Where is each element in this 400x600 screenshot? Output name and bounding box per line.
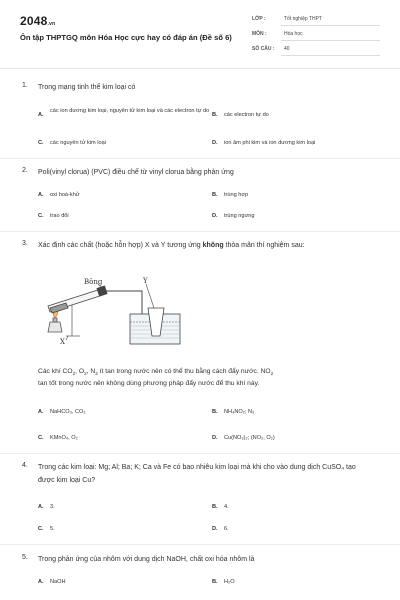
question-number: 1. xyxy=(22,82,28,89)
note-part: tan tốt trong nước nên không dùng phương pháp đẩy nước để thu khí này. xyxy=(38,380,260,387)
option-letter: B. xyxy=(212,504,218,510)
option-text: NaOH xyxy=(50,579,66,585)
option-letter: B. xyxy=(212,112,218,118)
question-stem: Trong mạng tinh thể kim loại có xyxy=(38,84,136,91)
stem-keyword: không xyxy=(202,242,224,249)
option-letter: D. xyxy=(212,526,218,532)
option-letter: C. xyxy=(38,140,44,146)
option-letter: B. xyxy=(212,192,218,198)
stem-part: Xác định các chất (hoặc hỗn hợp) X và Y tương ứng xyxy=(38,242,203,249)
option-text: các electron tự do xyxy=(224,112,269,118)
option-text: các nguyên tử kim loại xyxy=(50,140,106,146)
question-3-note: Các khí $CO_2$, $O_2$, $N_2$ ít tan trong nước nên có thể thu bằng cách đẩy nước. $NO_2$ tan tốt trong nước nên không dùng phương pháp đẩy nước để thu khí này. xyxy=(38,368,274,387)
meta-count-label: SỐ CÂU : xyxy=(252,46,275,52)
option-letter: D. xyxy=(212,435,218,441)
option-letter: B. xyxy=(212,579,218,585)
page-header xyxy=(0,0,400,70)
label-x: X xyxy=(60,338,65,346)
option-letter: C. xyxy=(38,435,44,441)
exam-title: Ôn tập THPTGQ môn Hóa Học cực hay có đáp án (Đề số 6) xyxy=(20,33,232,42)
question-number: 4. xyxy=(22,462,28,469)
meta-class-label: LỚP : xyxy=(252,16,266,22)
note-part: , N xyxy=(86,368,96,375)
label-bong: Bông xyxy=(84,278,103,286)
note-part: ít tan trong nước nên có thể thu bằng cách đẩy nước. NO xyxy=(97,368,271,375)
option-text: trùng ngưng xyxy=(224,213,255,219)
experiment-figure xyxy=(42,274,182,346)
question-divider xyxy=(0,453,400,454)
option-text: trùng hợp xyxy=(224,192,249,198)
option-letter: A. xyxy=(38,409,44,415)
question-divider xyxy=(0,231,400,232)
meta-divider xyxy=(281,55,380,56)
option-letter: B. xyxy=(212,409,218,415)
meta-count-value: 40 xyxy=(284,46,290,52)
test-tube-icon xyxy=(48,286,107,313)
option-letter: D. xyxy=(212,213,218,219)
question-number: 5. xyxy=(22,554,28,561)
option-letter: A. xyxy=(38,579,44,585)
option-text: NH₄NO₂; N₂ xyxy=(224,409,255,415)
question-stem: Trong các kim loại: Mg; Al; Ba; K; Ca và Fe có bao nhiêu kim loại mà khi cho vào dung dịch CuSO₄ tạo được kim loại Cu? xyxy=(38,464,356,484)
option-letter: D. xyxy=(212,140,218,146)
stem-part: thỏa mãn thí nghiệm sau: xyxy=(223,242,305,249)
question-number: 3. xyxy=(22,240,28,247)
option-text: các ion dương kim loại, nguyên tử kim loại và các electron tự do xyxy=(50,108,210,114)
label-y: Y xyxy=(143,277,148,285)
question-divider xyxy=(0,544,400,545)
option-letter: C. xyxy=(38,526,44,532)
stand-icon xyxy=(66,302,80,336)
note-part: , O xyxy=(75,368,85,375)
brand-main: 2048 xyxy=(20,14,48,28)
option-text: Cu(NO₃)₂; (NO₂, O₂) xyxy=(224,435,275,441)
meta-divider xyxy=(281,40,380,41)
question-number: 2. xyxy=(22,167,28,174)
brand-suffix: .vn xyxy=(47,21,56,27)
meta-class-value: Tốt nghiệp THPT xyxy=(284,16,322,22)
option-text: KMnO₄, O₂ xyxy=(50,435,78,441)
question-stem: Poli(vinyl clorua) (PVC) điều chế từ vinyl clorua bằng phản ứng xyxy=(38,169,234,176)
brand-logo[interactable] xyxy=(20,14,55,28)
option-text: NaHCO₃, CO₂ xyxy=(50,409,86,415)
option-text: oxi hoá-khử xyxy=(50,192,80,198)
question-stem: Trong phản ứng của nhôm với dung dịch NaOH, chất oxi hóa nhôm là xyxy=(38,556,255,563)
question-divider xyxy=(0,158,400,159)
meta-subject-value: Hóa học xyxy=(284,31,303,37)
option-text: ion âm phi kim và ion dương kim loại xyxy=(224,140,316,146)
header-divider xyxy=(0,68,400,69)
option-text: 6. xyxy=(224,526,229,532)
meta-divider xyxy=(281,25,380,26)
option-letter: A. xyxy=(38,504,44,510)
option-letter: A. xyxy=(38,112,44,118)
option-text: trao đổi xyxy=(50,213,69,219)
option-letter: A. xyxy=(38,192,44,198)
option-text: 3. xyxy=(50,504,55,510)
note-part: Các khí CO xyxy=(38,368,73,375)
option-text: H₂O xyxy=(224,579,235,585)
meta-subject-label: MÔN : xyxy=(252,31,267,37)
question-stem xyxy=(38,240,368,253)
option-text: 5. xyxy=(50,526,55,532)
option-text: 4. xyxy=(224,504,229,510)
option-letter: C. xyxy=(38,213,44,219)
